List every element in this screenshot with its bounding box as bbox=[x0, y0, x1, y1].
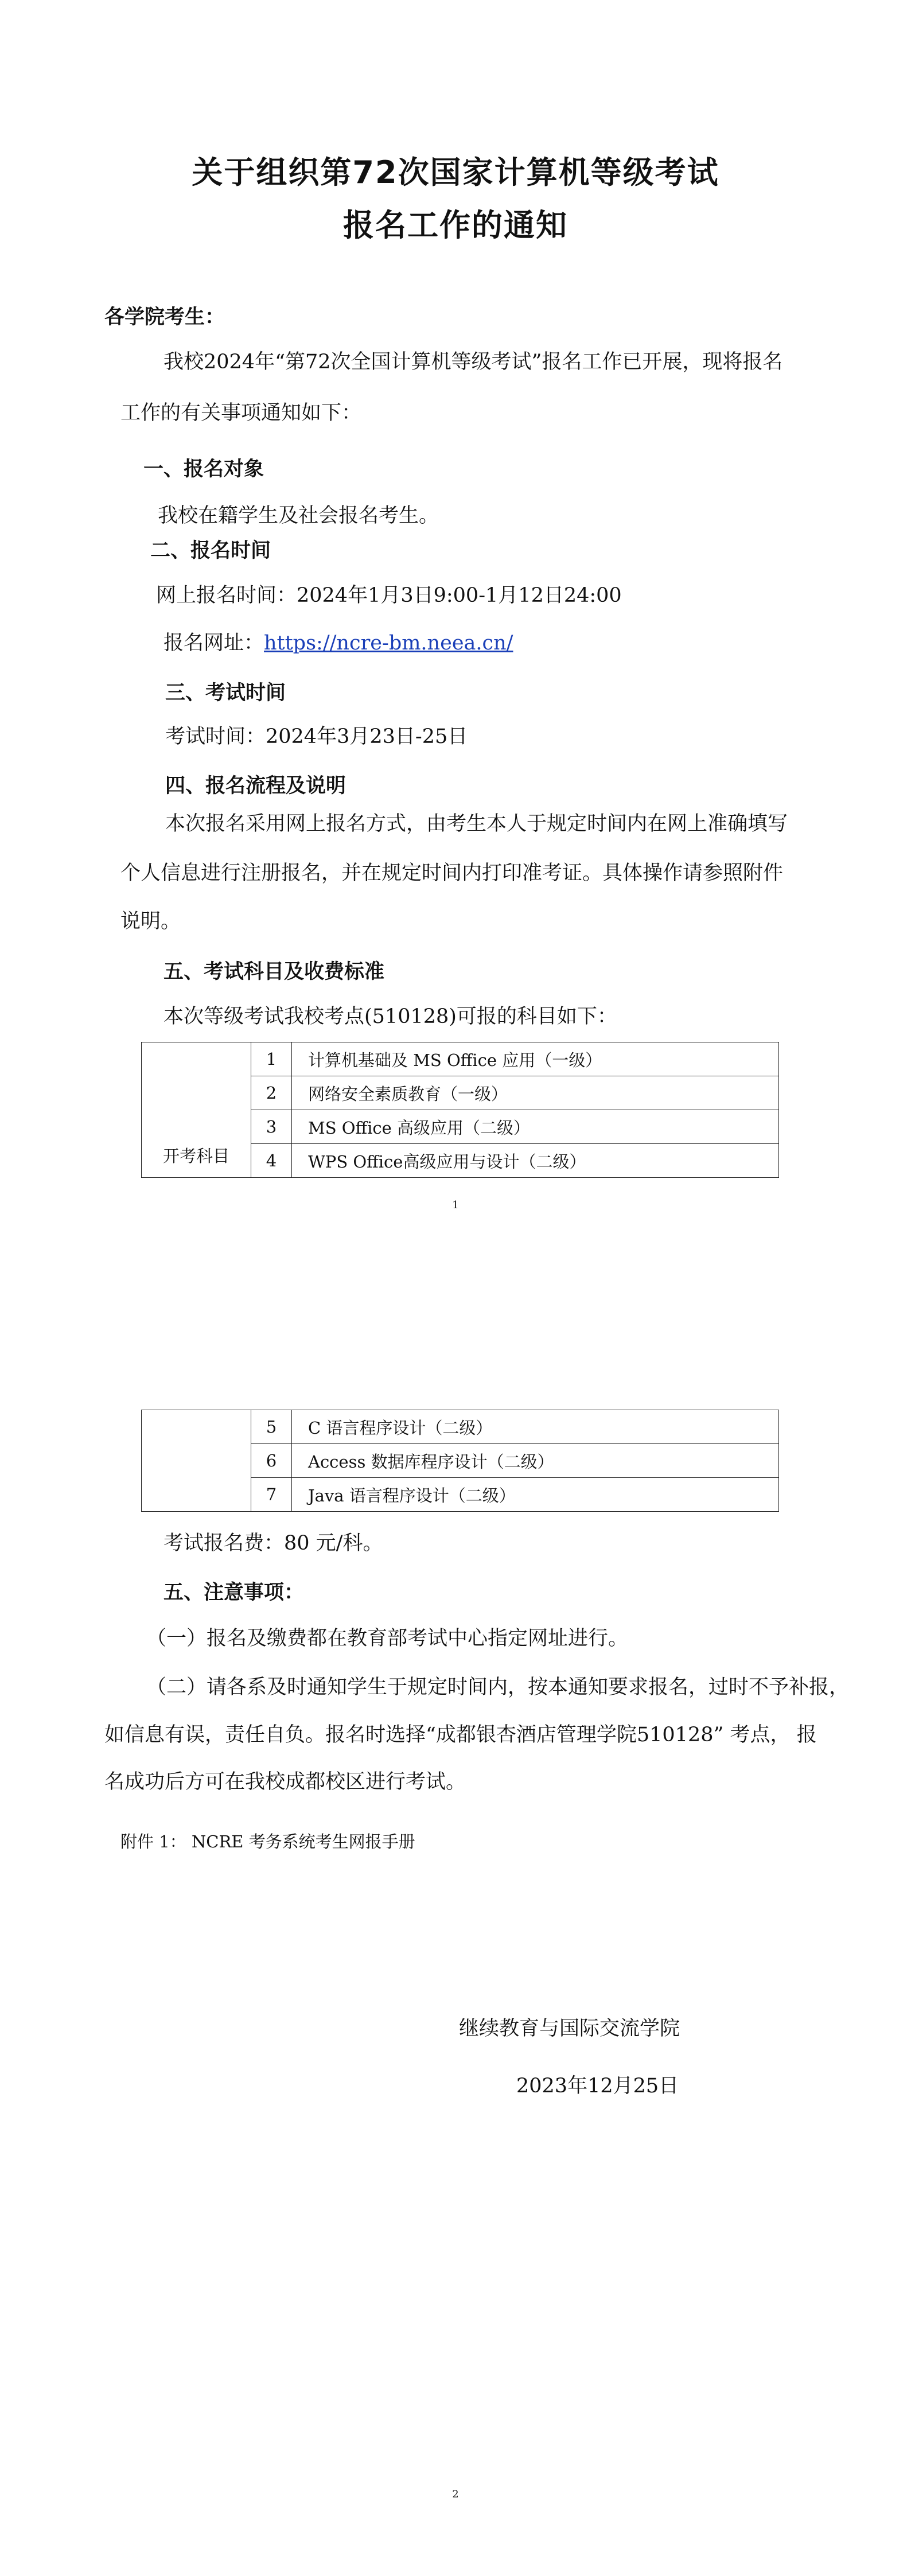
subject-number: 1 bbox=[251, 1042, 292, 1076]
section-heading-process: 四、报名流程及说明 bbox=[165, 775, 347, 797]
section-heading-notes: 五、注意事项： bbox=[163, 1581, 305, 1604]
greeting: 各学院考生： bbox=[104, 306, 225, 329]
subjects-intro: 本次等级考试我校考点(510128)可报的科目如下： bbox=[163, 1005, 617, 1028]
note-2-line1: （二）请各系及时通知学生于规定时间内，按本通知要求报名，过时不予补报， bbox=[146, 1676, 850, 1699]
intro-line2: 工作的有关事项通知如下： bbox=[120, 402, 362, 425]
registration-url-label: 报名网址： bbox=[163, 632, 264, 655]
category-cell: 开考科目 bbox=[142, 1042, 251, 1178]
subject-name: 网络安全素质教育（一级） bbox=[292, 1076, 779, 1110]
subject-number: 3 bbox=[251, 1110, 292, 1144]
exam-fee: 考试报名费：80 元/科。 bbox=[163, 1532, 383, 1555]
subject-name: Access 数据库程序设计（二级） bbox=[292, 1444, 779, 1478]
page-number-1: 1 bbox=[452, 1199, 459, 1211]
section-text-target: 我校在籍学生及社会报名考生。 bbox=[158, 504, 439, 527]
exam-time: 考试时间：2024年3月23日-25日 bbox=[165, 725, 468, 748]
registration-url-link[interactable]: https://ncre-bm.neea.cn/ bbox=[264, 632, 513, 655]
process-line2: 个人信息进行注册报名，并在规定时间内打印准考证。具体操作请参照附件 bbox=[120, 862, 784, 885]
process-line1: 本次报名采用网上报名方式，由考生本人于规定时间内在网上准确填写 bbox=[165, 812, 788, 835]
subject-number: 4 bbox=[251, 1144, 292, 1178]
attachment-note: 附件 1： NCRE 考务系统考生网报手册 bbox=[120, 1832, 415, 1851]
section-heading-subjects: 五、考试科目及收费标准 bbox=[163, 960, 385, 983]
subject-name: C 语言程序设计（二级） bbox=[292, 1410, 779, 1444]
note-2-line2: 如信息有误，责任自负。报名时选择“成都银杏酒店管理学院510128” 考点， 报 bbox=[104, 1723, 817, 1746]
registration-url-row bbox=[163, 628, 513, 658]
subject-number: 6 bbox=[251, 1444, 292, 1478]
subjects-table-part2 bbox=[141, 1410, 779, 1512]
intro-line1: 我校2024年“第72次全国计算机等级考试”报名工作已开展，现将报名 bbox=[163, 351, 783, 373]
signature-date: 2023年12月25日 bbox=[516, 2075, 679, 2098]
registration-time: 网上报名时间：2024年1月3日9:00-1月12日24:00 bbox=[156, 584, 622, 607]
note-2-line3: 名成功后方可在我校成都校区进行考试。 bbox=[104, 1770, 466, 1793]
doc-title-line1: 关于组织第72次国家计算机等级考试 bbox=[192, 154, 719, 190]
subject-name: MS Office 高级应用（二级） bbox=[292, 1110, 779, 1144]
subject-number: 7 bbox=[251, 1478, 292, 1512]
subject-number: 2 bbox=[251, 1076, 292, 1110]
subject-number: 5 bbox=[251, 1410, 292, 1444]
category-cell-continued bbox=[142, 1410, 251, 1512]
note-1: （一）报名及缴费都在教育部考试中心指定网址进行。 bbox=[146, 1627, 629, 1650]
section-heading-time: 二、报名时间 bbox=[150, 539, 271, 562]
subject-name: Java 语言程序设计（二级） bbox=[292, 1478, 779, 1512]
doc-title-line2: 报名工作的通知 bbox=[343, 207, 568, 243]
subject-name: WPS Office高级应用与设计（二级） bbox=[292, 1144, 779, 1178]
table-row bbox=[142, 1410, 779, 1444]
table-row bbox=[142, 1042, 779, 1076]
subject-name: 计算机基础及 MS Office 应用（一级） bbox=[292, 1042, 779, 1076]
subjects-table-part1 bbox=[141, 1042, 779, 1178]
process-line3: 说明。 bbox=[120, 910, 181, 933]
page-number-2: 2 bbox=[452, 2488, 459, 2500]
section-heading-exam-time: 三、考试时间 bbox=[165, 682, 286, 705]
section-heading-target: 一、报名对象 bbox=[143, 458, 264, 481]
signature-org: 继续教育与国际交流学院 bbox=[459, 2017, 680, 2040]
